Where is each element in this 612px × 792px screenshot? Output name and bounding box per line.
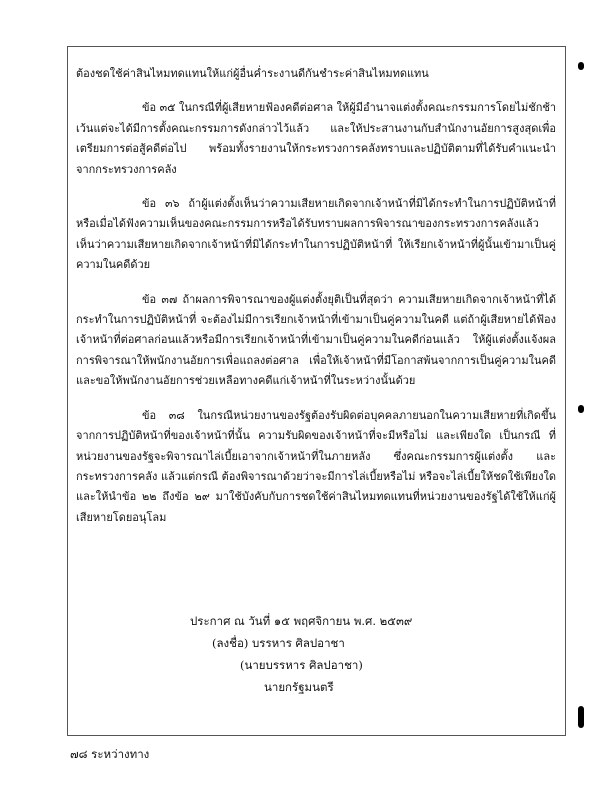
- signed-name: (ลงชื่อ) บรรหาร ศิลปอาชา: [212, 636, 345, 650]
- scan-mark-middle: [578, 405, 584, 413]
- page-footer: ๗๘ ระหว่างทาง: [70, 747, 150, 761]
- paragraph-37: ข้อ ๓๗ ถ้าผลการพิจารณาของผู้แต่งตั้งยุติเป็นที่สุดว่า ความเสียหายเกิดจากเจ้าหน้าที่ได้กระทำในการปฏิบัติหน้าที่ จะต้องไม่มีการเรียกเจ้าหน้าที่เข้ามาเป็นคู่ความในคดี แต่ถ้าผู้เสียหายได้ฟ้องเจ้าหน้าที่ต่อศาลก่อนแล้วหรือมีการเรียกเจ้าหน้าที่เข้ามาเป็นคู่ความในคดีก่อนแล้ว ให้ผู้แต่งตั้งแจ้งผลการพิจารณาให้พนักงานอัยการเพื่อแถลงต่อศาล เพื่อให้เจ้าหน้าที่มีโอกาสพ้นจากการเป็นคู่ความในคดีและขอให้พนักงานอัยการช่วยเหลือทางคดีแก่เจ้าหน้าที่ในระหว่างนั้นด้วย: [76, 292, 556, 388]
- announcement-date: ประกาศ ณ วันที่ ๑๕ พฤศจิกายน พ.ศ. ๒๕๓๙: [190, 614, 413, 628]
- scan-mark-bottom: [578, 706, 584, 728]
- paragraph-36: ข้อ ๓๖ ถ้าผู้แต่งตั้งเห็นว่าความเสียหายเกิดจากเจ้าหน้าที่มิได้กระทำในการปฏิบัติหน้าที่ หรือเมื่อได้ฟังความเห็นของคณะกรรมการหรือได้รับทราบผลการพิจารณาของกระทรวงการคลังแล้วเห็นว่าความเสียหายเกิดจากเจ้าหน้าที่มิได้กระทำในการปฏิบัติหน้าที่ ให้เรียกเจ้าหน้าที่ผู้นั้นเข้ามาเป็นคู่ความในคดีด้วย: [76, 197, 556, 272]
- scan-mark-top: [578, 62, 584, 70]
- paragraph-38: ข้อ ๓๘ ในกรณีหน่วยงานของรัฐต้องรับผิดต่อบุคคลภายนอกในความเสียหายที่เกิดขึ้นจากการปฏิบัติหน้าที่ของเจ้าหน้าที่นั้น ความรับผิดของเจ้าหน้าที่จะมีหรือไม่ และเพียงใด เป็นกรณี ที่หน่วยงานของรัฐจะพิจารณาไล่เบี้ยเอาจากเจ้าหน้าที่ในภายหลัง ซึ่งคณะกรรมการผู้แต่งตั้ง และกระทรวงการคลัง แล้วแต่กรณี ต้องพิจารณาด้วยว่าจะมีการไล่เบี้ยหรือไม่ หรือจะไล่เบี้ยให้ชดใช้เพียงใด และให้นำข้อ ๒๒ ถึงข้อ ๒๙ มาใช้บังคับกับการชดใช้ค่าสินไหมทดแทนที่หน่วยงานของรัฐได้ใช้ให้แก่ผู้เสียหายโดยอนุโลม: [76, 408, 556, 524]
- intro-line: ต้องชดใช้ค่าสินไหมทดแทนให้แก่ผู้อื่นค่ำระงานดีกันชำระค่าสินไหมทดแทน: [76, 67, 429, 80]
- signatory-full-name: (นายบรรหาร ศิลปอาชา): [240, 658, 363, 672]
- signature-block: [190, 610, 490, 698]
- document-body: [76, 64, 556, 528]
- paragraph-35: ข้อ ๓๕ ในกรณีที่ผู้เสียหายฟ้องคดีต่อศาล ให้ผู้มีอำนาจแต่งตั้งคณะกรรมการโดยไม่ชักช้า เว้นแต่จะได้มีการตั้งคณะกรรมการดังกล่าวไว้แล้ว และให้ประสานงานกับสำนักงานอัยการสูงสุดเพื่อเตรียมการต่อสู้คดีต่อไป พร้อมทั้งรายงานให้กระทรวงการคลังทราบและปฏิบัติตามที่ได้รับคำแนะนำจากกระทรวงการคลัง: [76, 101, 556, 176]
- signatory-position: นายกรัฐมนตรี: [264, 680, 334, 694]
